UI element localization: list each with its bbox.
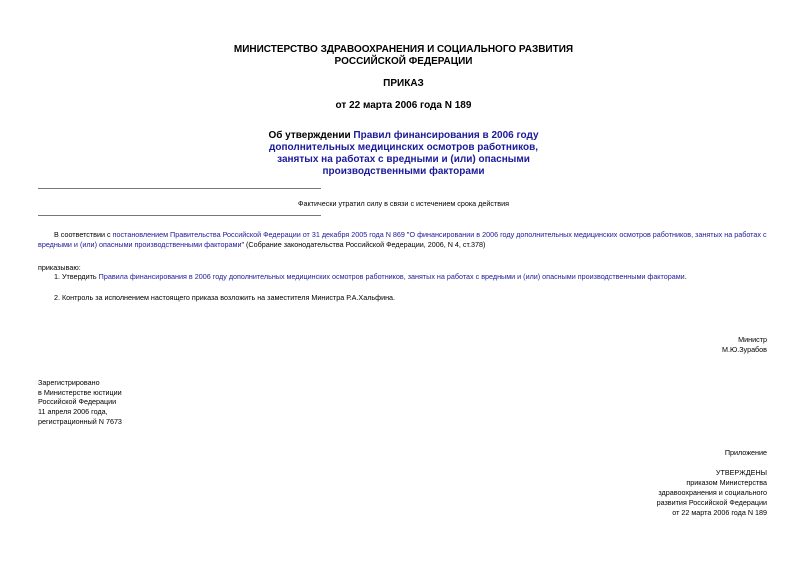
title-link-line4[interactable]: производственными факторами <box>322 166 485 177</box>
divider-bottom <box>38 215 321 216</box>
decree-title-link-part1[interactable]: О финансировании в 2006 году дополнительных медицинских осмотров работников, занятых на работах с <box>409 230 767 239</box>
preamble-text2: " <box>404 230 410 239</box>
document-type: ПРИКАЗ <box>383 78 424 89</box>
ministry-name-line1: МИНИСТЕРСТВО ЗДРАВООХРАНЕНИЯ И СОЦИАЛЬНОГО РАЗВИТИЯ <box>233 44 574 55</box>
preamble-line1 <box>54 230 767 240</box>
appendix-line4: от 22 марта 2006 года N 189 <box>672 508 767 517</box>
preamble-text3: " (Собрание законодательства Российской Федерации, 2006, N 4, ст.378) <box>241 240 486 249</box>
appendix-line3: развития Российской Федерации <box>656 498 767 507</box>
order-word: приказываю: <box>38 263 81 272</box>
signature-position: Министр <box>738 335 767 344</box>
registration-line3: Российской Федерации <box>38 397 117 406</box>
appendix-line2: здравоохранения и социального <box>658 488 767 497</box>
status-note: Фактически утратил силу в связи с истечением срока действия <box>298 199 509 208</box>
registration-line4: 11 апреля 2006 года, <box>38 407 108 416</box>
title-link-line1[interactable]: Правил финансирования в 2006 году <box>353 130 539 141</box>
title-prefix: Об утверждении <box>268 130 354 141</box>
preamble-line2 <box>38 240 485 250</box>
registration-line1: Зарегистрировано <box>38 378 100 387</box>
order-item-1 <box>54 272 687 282</box>
item1-prefix: 1. Утвердить <box>54 272 99 281</box>
rules-link[interactable]: Правила финансирования в 2006 году дополнительных медицинских осмотров работников, занятых на работах с вредными и (или) опасными производственными факторами <box>98 272 685 281</box>
order-item-2: 2. Контроль за исполнением настоящего приказа возложить на заместителя Министра Р.А.Хальфина. <box>54 293 396 302</box>
title-link-line2[interactable]: дополнительных медицинских осмотров работников, <box>268 142 539 153</box>
decree-title-link-part2[interactable]: вредными и (или) опасными производственными факторами <box>38 240 242 249</box>
document-date: от 22 марта 2006 года N 189 <box>335 100 472 111</box>
appendix-approved: УТВЕРЖДЕНЫ <box>715 468 767 477</box>
preamble-text1: В соответствии с <box>54 230 113 239</box>
registration-line5: регистрационный N 7673 <box>38 417 122 426</box>
appendix-label: Приложение <box>724 448 767 457</box>
title-link-line3[interactable]: занятых на работах с вредными и (или) опасными <box>277 154 530 165</box>
document-title-line1 <box>0 130 807 142</box>
ministry-name-line2: РОССИЙСКОЙ ФЕДЕРАЦИИ <box>334 56 473 67</box>
government-decree-link[interactable]: постановлением Правительства Российской Федерации от 31 декабря 2005 года N 869 <box>112 230 405 239</box>
item1-suffix: . <box>684 272 687 281</box>
divider-top <box>38 188 321 189</box>
registration-line2: в Министерстве юстиции <box>38 388 122 397</box>
appendix-line1: приказом Министерства <box>686 478 767 487</box>
signature-name: М.Ю.Зурабов <box>721 345 767 354</box>
